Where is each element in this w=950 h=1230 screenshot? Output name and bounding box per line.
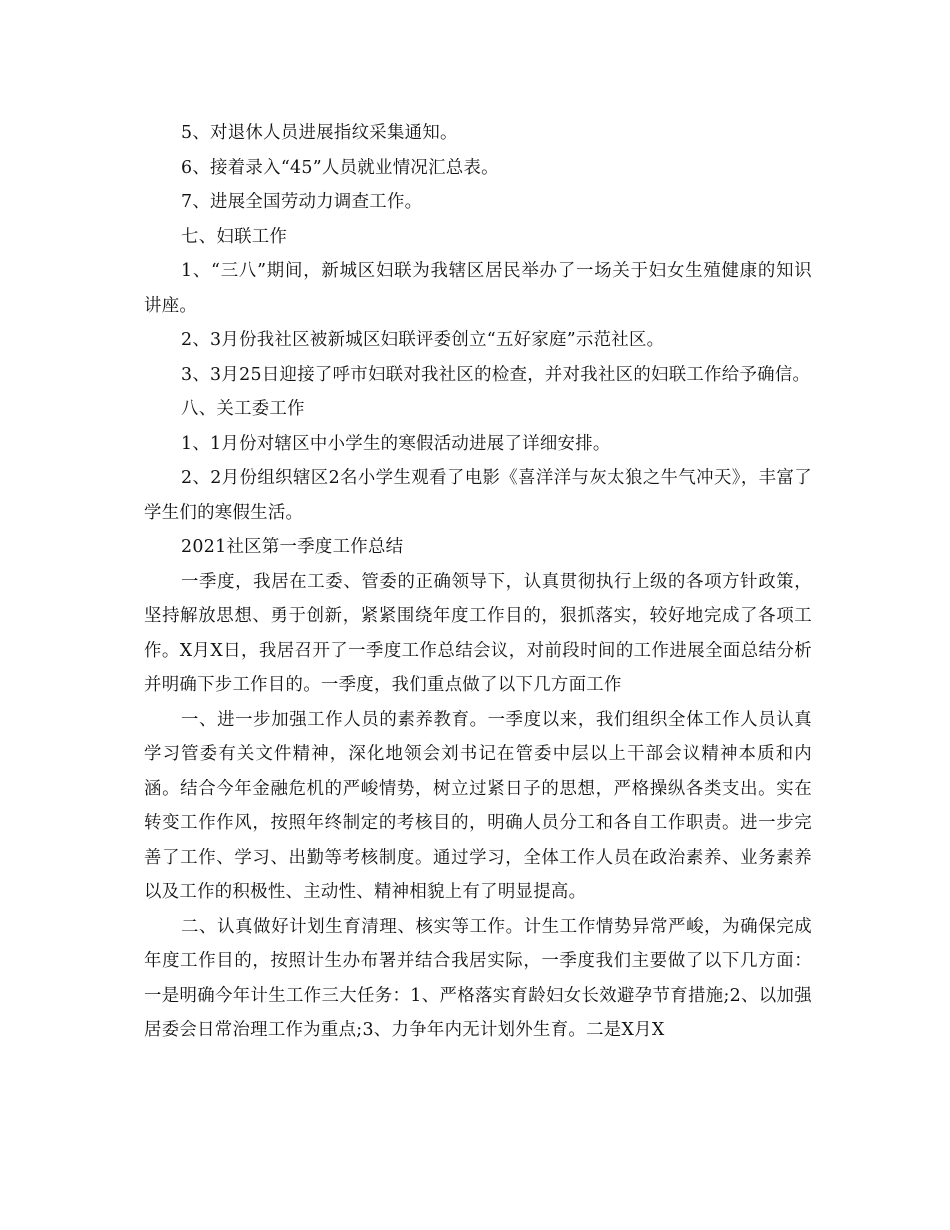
paragraph-care-committee-1: 1、1月份对辖区中小学生的寒假活动进展了详细安排。 xyxy=(181,433,611,454)
paragraph-summary-point-2: 二、认真做好计划生育清理、核实等工作。计生工作情势异常严峻，为确保完成年度工作目的，按照计生办布署并结合我居实际，一季度我们主要做了以下几方面：一是明确今年计生工作三大任务：1、严格落实育龄妇女长效避孕节育措施;2、以加强居委会日常治理工作为重点;3、力争年内无计划外生育。二是X月X xyxy=(144,916,812,1040)
paragraph-womens-federation-2: 2、3月份我社区被新城区妇联评委创立“五好家庭”示范社区。 xyxy=(181,330,665,350)
paragraph-item-5: 5、对退休人员进展指纹采集通知。 xyxy=(181,123,458,143)
section-heading-care-committee: 八、关工委工作 xyxy=(181,399,305,419)
document-section-title: 2021社区第一季度工作总结 xyxy=(181,537,404,557)
paragraph-care-committee-2: 2、2月份组织辖区2名小学生观看了电影《喜洋洋与灰太狼之牛气冲天》，丰富了学生们的寒假生活。 xyxy=(144,468,812,523)
paragraph-womens-federation-3: 3、3月25日迎接了呼市妇联对我社区的检查，并对我社区的妇联工作给予确信。 xyxy=(181,364,811,385)
section-heading-womens-federation: 七、妇联工作 xyxy=(181,226,288,247)
paragraph-summary-point-1: 一、进一步加强工作人员的素养教育。一季度以来，我们组织全体工作人员认真学习管委有关文件精神，深化地领会刘书记在管委中层以上干部会议精神本质和内涵。结合今年金融危机的严峻情势，树立过紧日子的思想，严格操纵各类支出。实在转变工作作风，按照年终制定的考核目的，明确人员分工和各自工作职责。进一步完善了工作、学习、出勤等考核制度。通过学习，全体工作人员在政治素养、业务素养以及工作的积极性、主动性、精神相貌上有了明显提高。 xyxy=(144,709,812,902)
document-body xyxy=(144,116,812,1048)
paragraph-summary-intro: 一季度，我居在工委、管委的正确领导下，认真贯彻执行上级的各项方针政策，坚持解放思想、勇于创新，紧紧围绕年度工作目的，狠抓落实，较好地完成了各项工作。X月X日，我居召开了一季度工作总结会议，对前段时间的工作进展全面总结分析并明确下步工作目的。一季度，我们重点做了以下几方面工作 xyxy=(144,571,812,695)
paragraph-item-7: 7、进展全国劳动力调查工作。 xyxy=(181,192,423,212)
paragraph-item-6: 6、接着录入“45”人员就业情况汇总表。 xyxy=(181,157,499,178)
paragraph-womens-federation-1: 1、“三八”期间，新城区妇联为我辖区居民举办了一场关于妇女生殖健康的知识讲座。 xyxy=(144,261,812,316)
